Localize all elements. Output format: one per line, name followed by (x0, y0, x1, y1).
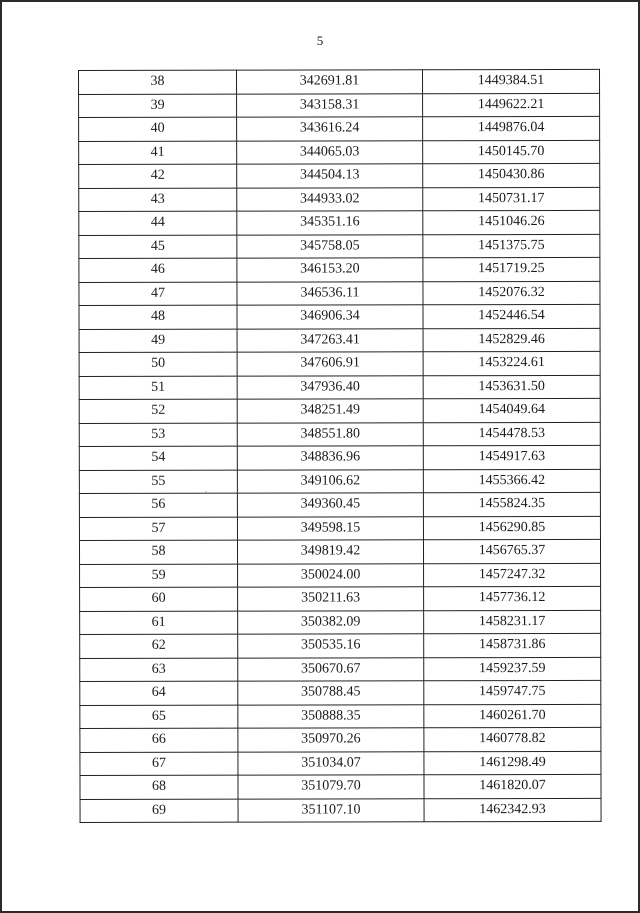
table-row (79, 398, 600, 423)
table-row (79, 422, 600, 447)
point-number-cell: 48 (79, 305, 237, 329)
table-row (79, 375, 600, 400)
point-number-cell: 65 (80, 705, 238, 729)
y-coordinate-cell: 1454049.64 (423, 398, 600, 422)
table-row (80, 633, 601, 658)
scan-speck (205, 491, 207, 493)
x-coordinate-cell: 351034.07 (238, 751, 424, 775)
x-coordinate-cell: 350024.00 (238, 563, 424, 587)
y-coordinate-cell: 1451375.75 (423, 234, 600, 258)
y-coordinate-cell: 1452076.32 (423, 281, 600, 305)
point-number-cell: 54 (79, 446, 237, 470)
coordinates-table-body (79, 69, 602, 822)
y-coordinate-cell: 1455366.42 (423, 469, 600, 493)
table-row (80, 774, 601, 799)
x-coordinate-cell: 342691.81 (237, 70, 423, 94)
y-coordinate-cell: 1449384.51 (423, 69, 600, 93)
table-row (79, 163, 600, 188)
x-coordinate-cell: 347606.91 (237, 352, 423, 376)
x-coordinate-cell: 349598.15 (237, 516, 423, 540)
point-number-cell: 46 (79, 258, 237, 282)
y-coordinate-cell: 1453631.50 (423, 375, 600, 399)
y-coordinate-cell: 1459237.59 (424, 657, 601, 681)
point-number-cell: 39 (79, 94, 237, 118)
table-row (79, 516, 600, 541)
y-coordinate-cell: 1456290.85 (423, 516, 600, 540)
point-number-cell: 61 (80, 611, 238, 635)
point-number-cell: 63 (80, 658, 238, 682)
x-coordinate-cell: 348836.96 (237, 446, 423, 470)
y-coordinate-cell: 1454917.63 (423, 445, 600, 469)
table-row (80, 798, 601, 823)
point-number-cell: 67 (80, 752, 238, 776)
y-coordinate-cell: 1449876.04 (423, 116, 600, 140)
x-coordinate-cell: 344504.13 (237, 164, 423, 188)
table-row (79, 257, 600, 282)
y-coordinate-cell: 1453224.61 (423, 351, 600, 375)
point-number-cell: 44 (79, 211, 237, 235)
y-coordinate-cell: 1450145.70 (423, 140, 600, 164)
point-number-cell: 50 (79, 352, 237, 376)
table-row (80, 610, 601, 635)
x-coordinate-cell: 349106.62 (237, 469, 423, 493)
point-number-cell: 45 (79, 235, 237, 259)
table-row (80, 727, 601, 752)
table-row (79, 328, 600, 353)
y-coordinate-cell: 1462342.93 (424, 798, 601, 822)
y-coordinate-cell: 1458231.17 (424, 610, 601, 634)
x-coordinate-cell: 350670.67 (238, 657, 424, 681)
table-row (80, 586, 601, 611)
point-number-cell: 60 (80, 587, 238, 611)
y-coordinate-cell: 1452446.54 (423, 304, 600, 328)
table-row (79, 116, 600, 141)
table-row (79, 304, 600, 329)
x-coordinate-cell: 346153.20 (237, 258, 423, 282)
coordinates-table (78, 69, 602, 823)
table-row (80, 751, 601, 776)
point-number-cell: 41 (79, 141, 237, 165)
table-row (79, 281, 600, 306)
page-number: 5 (316, 33, 324, 48)
table-row (79, 351, 600, 376)
x-coordinate-cell: 346906.34 (237, 305, 423, 329)
scan-edge-left (0, 0, 2, 913)
y-coordinate-cell: 1461820.07 (424, 774, 601, 798)
x-coordinate-cell: 343616.24 (237, 117, 423, 141)
table-row (79, 140, 600, 165)
table-row (80, 563, 601, 588)
point-number-cell: 47 (79, 282, 237, 306)
x-coordinate-cell: 351107.10 (238, 798, 424, 822)
table-row (79, 187, 600, 212)
point-number-cell: 38 (79, 70, 237, 94)
table-row (79, 234, 600, 259)
table-row (79, 445, 600, 470)
table-row (79, 93, 600, 118)
y-coordinate-cell: 1449622.21 (423, 93, 600, 117)
y-coordinate-cell: 1454478.53 (423, 422, 600, 446)
x-coordinate-cell: 345351.16 (237, 211, 423, 235)
x-coordinate-cell: 350211.63 (238, 587, 424, 611)
x-coordinate-cell: 343158.31 (237, 93, 423, 117)
table-row (79, 469, 600, 494)
y-coordinate-cell: 1450731.17 (423, 187, 600, 211)
point-number-cell: 57 (79, 517, 237, 541)
x-coordinate-cell: 346536.11 (237, 281, 423, 305)
table-row (79, 69, 600, 94)
point-number-cell: 68 (80, 775, 238, 799)
point-number-cell: 66 (80, 728, 238, 752)
point-number-cell: 43 (79, 188, 237, 212)
x-coordinate-cell: 347936.40 (237, 375, 423, 399)
y-coordinate-cell: 1451046.26 (423, 210, 600, 234)
table-row (80, 657, 601, 682)
y-coordinate-cell: 1450430.86 (423, 163, 600, 187)
point-number-cell: 40 (79, 117, 237, 141)
y-coordinate-cell: 1457736.12 (424, 586, 601, 610)
point-number-cell: 69 (80, 799, 238, 823)
point-number-cell: 59 (80, 564, 238, 588)
y-coordinate-cell: 1452829.46 (423, 328, 600, 352)
x-coordinate-cell: 349360.45 (237, 493, 423, 517)
point-number-cell: 42 (79, 164, 237, 188)
point-number-cell: 62 (80, 634, 238, 658)
x-coordinate-cell: 350382.09 (238, 610, 424, 634)
point-number-cell: 58 (79, 540, 237, 564)
x-coordinate-cell: 344933.02 (237, 187, 423, 211)
scan-edge-top (0, 0, 640, 2)
x-coordinate-cell: 350970.26 (238, 728, 424, 752)
point-number-cell: 64 (80, 681, 238, 705)
y-coordinate-cell: 1460778.82 (424, 727, 601, 751)
point-number-cell: 55 (79, 470, 237, 494)
x-coordinate-cell: 351079.70 (238, 775, 424, 799)
table-row (80, 680, 601, 705)
y-coordinate-cell: 1455824.35 (423, 492, 600, 516)
point-number-cell: 51 (79, 376, 237, 400)
y-coordinate-cell: 1461298.49 (424, 751, 601, 775)
table-row (79, 210, 600, 235)
x-coordinate-cell: 350535.16 (238, 634, 424, 658)
y-coordinate-cell: 1459747.75 (424, 680, 601, 704)
x-coordinate-cell: 349819.42 (237, 540, 423, 564)
point-number-cell: 56 (79, 493, 237, 517)
y-coordinate-cell: 1451719.25 (423, 257, 600, 281)
y-coordinate-cell: 1458731.86 (424, 633, 601, 657)
table-row (79, 539, 600, 564)
table-row (79, 492, 600, 517)
x-coordinate-cell: 347263.41 (237, 328, 423, 352)
y-coordinate-cell: 1460261.70 (424, 704, 601, 728)
point-number-cell: 53 (79, 423, 237, 447)
x-coordinate-cell: 348551.80 (237, 422, 423, 446)
x-coordinate-cell: 348251.49 (237, 399, 423, 423)
point-number-cell: 52 (79, 399, 237, 423)
point-number-cell: 49 (79, 329, 237, 353)
y-coordinate-cell: 1457247.32 (424, 563, 601, 587)
x-coordinate-cell: 345758.05 (237, 234, 423, 258)
x-coordinate-cell: 350888.35 (238, 704, 424, 728)
x-coordinate-cell: 350788.45 (238, 681, 424, 705)
y-coordinate-cell: 1456765.37 (423, 539, 600, 563)
table-row (80, 704, 601, 729)
x-coordinate-cell: 344065.03 (237, 140, 423, 164)
